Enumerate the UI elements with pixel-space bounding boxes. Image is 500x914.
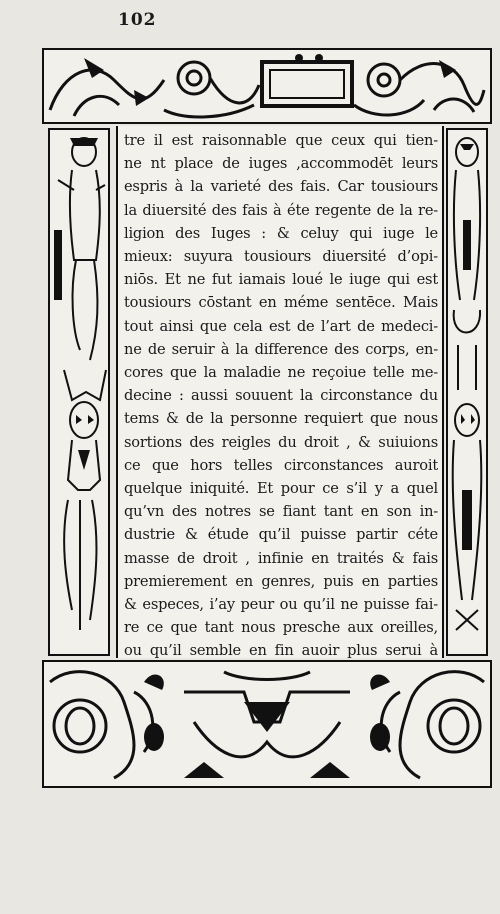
bottom-ornament-border: [42, 660, 492, 788]
text-line: ne nt place de iuges ,accommodēt leurs: [124, 155, 438, 173]
text-line: tems & de la personne requiert que nous: [124, 410, 438, 428]
text-line: masse de droit , infinie en traités & fais: [124, 549, 438, 567]
text-line: la diuersité des fais à éte regente de la re-: [124, 201, 438, 219]
text-line: sortions des reigles du droit , & suiuions: [124, 433, 438, 451]
text-line: ce que hors telles circonstances auroit: [124, 456, 438, 474]
text-line: decine : aussi souuent la circonstance du: [124, 387, 438, 405]
top-scrollwork-ornament: [44, 50, 490, 122]
text-line: quelque iniquité. Et pour ce s’il y a quel: [124, 480, 438, 498]
left-figure-column: [48, 128, 110, 656]
text-line: tousiours cōstant en méme sentēce. Mais: [124, 294, 438, 312]
text-line: re ce que tant nous presche aux oreilles,: [124, 619, 438, 637]
text-line: espris à la varieté des fais. Car tousiours: [124, 178, 438, 196]
text-line: ne de seruir à la difference des corps, en-: [124, 340, 438, 358]
top-ornament-border: [42, 48, 492, 124]
text-line: tre il est raisonnable que ceux qui tien-: [124, 132, 438, 149]
text-line: qu’vn des notres se fiant tant en son in-: [124, 503, 438, 521]
text-line: premierement en genres, puis en parties: [124, 572, 438, 590]
text-line: niōs. Et ne fut iamais loué le iuge qui est: [124, 271, 438, 289]
text-line: ligion des Iuges : & celuy qui iuge le: [124, 224, 438, 242]
right-grotesque-figures: [448, 130, 486, 654]
text-line: dustrie & étude qu’il puisse partir céte: [124, 526, 438, 544]
text-line: tout ainsi que cela est de l’art de medeci-: [124, 317, 438, 335]
body-text: [116, 126, 444, 658]
bottom-scrollwork-ornament: [44, 662, 490, 786]
text-line: & especes, i’ay peur ou qu’il ne puisse fai-: [124, 596, 438, 614]
text-line: ou qu’il semble en fin auoir plus serui à: [124, 642, 438, 660]
right-figure-column: [446, 128, 488, 656]
left-caryatid-figures: [50, 130, 108, 654]
text-line: cores que la maladie ne reçoiue telle me-: [124, 364, 438, 382]
woodcut-frame: [42, 48, 492, 788]
page-number: 102: [118, 10, 157, 30]
text-line: mieux: suyura tousiours diuersité d’opi-: [124, 248, 438, 266]
